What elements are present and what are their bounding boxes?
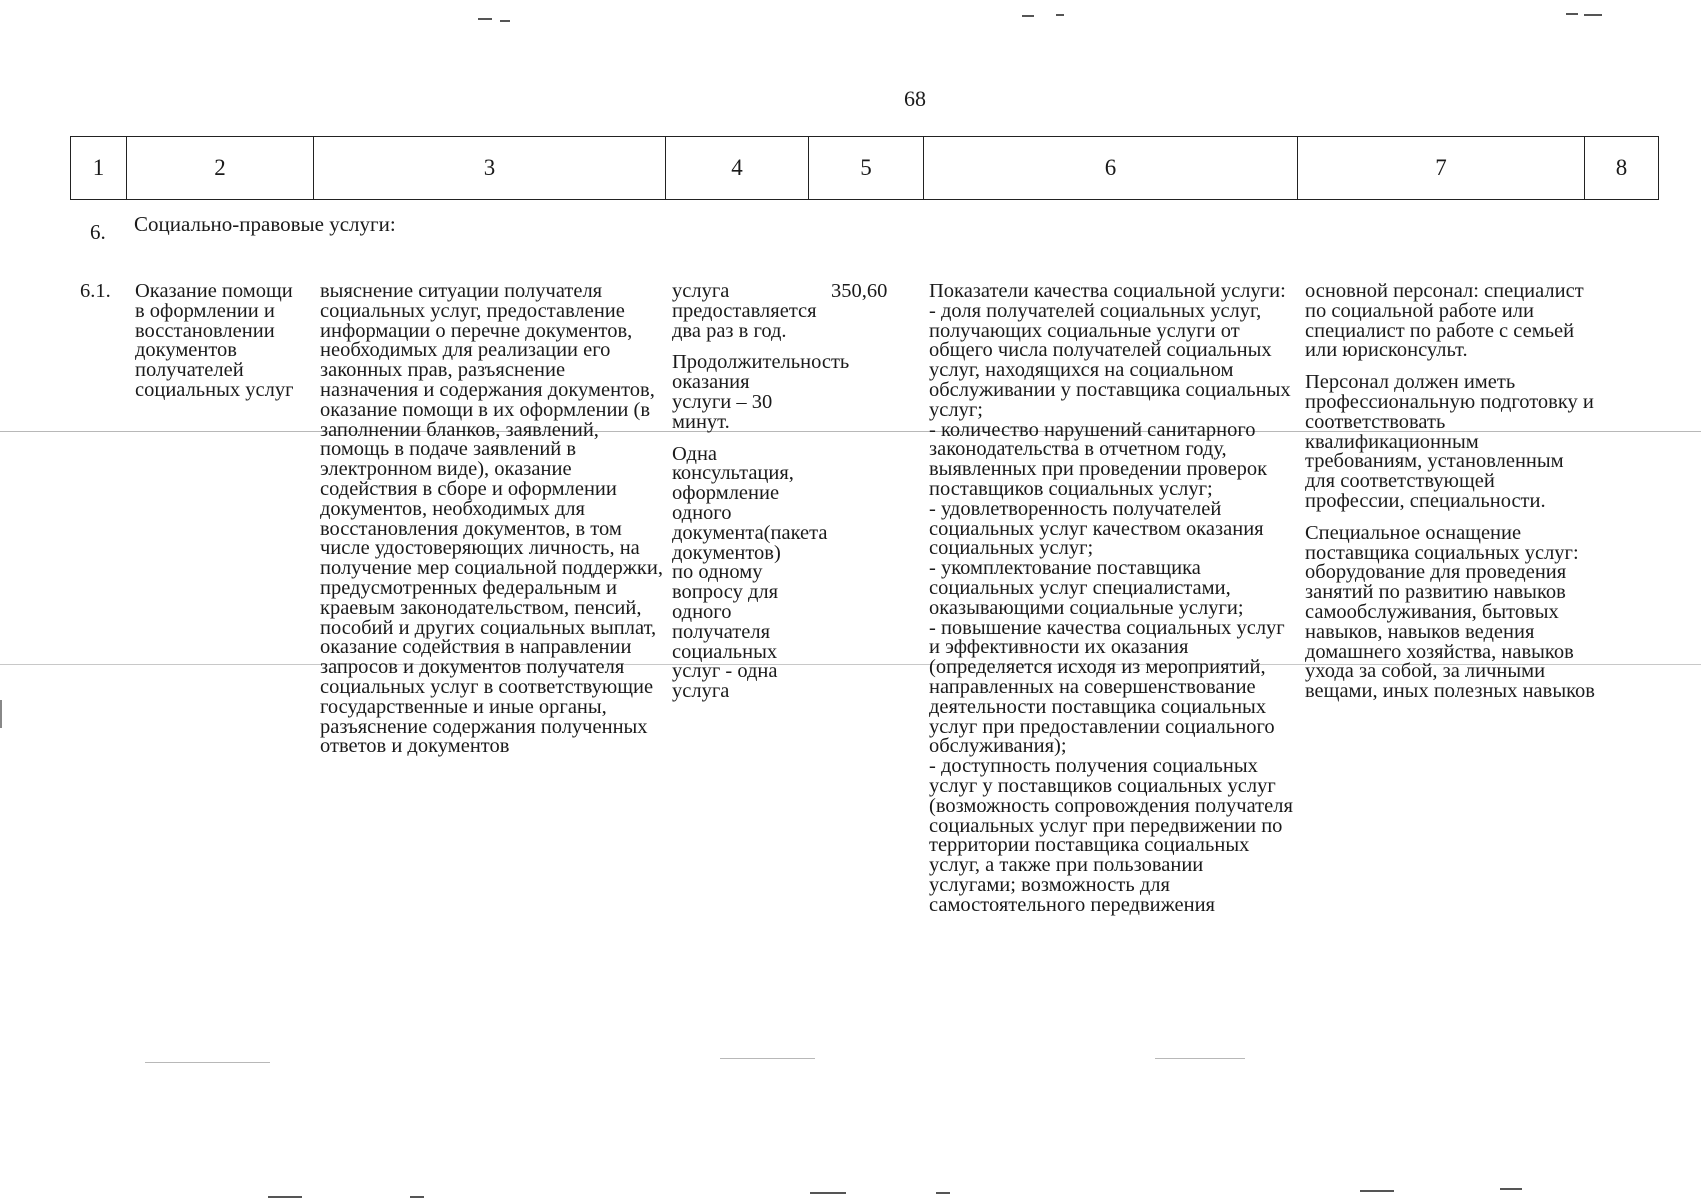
scan-mark	[478, 18, 492, 20]
column-header: 7	[1298, 137, 1585, 200]
scan-mark	[1360, 1190, 1394, 1192]
scan-line	[145, 1062, 270, 1063]
quality-indicators: Показатели качества социальной услуги: - доля получателей социальных услуг, получающих социальные услуги от общего числа получателей социальных услуг, находящихся на социальном обслуживании у поставщика социальных услуг; - количество нарушений санитарного законодательства в отчетном году, выявленных при проведении проверок поставщиков социальных услуг; - удовлетворенность получателей социальных услуг качеством оказания социальных услуг; - укомплектование поставщика социальных услуг специалистами, оказывающими социальные услуги; - повышение качества социальных услуг и эффективности их оказания (определяется исходя из мероприятий, направленных на совершенствование деятельности поставщика социальных услуг при предоставлении социального обслуживания); - доступность получения социальных услуг у поставщиков социальных услуг (возможность сопровождения получателя социальных услуг при передвижении по территории поставщика социальных услуг, а также при пользовании услугами; возможность для самостоятельного передвижения	[929, 280, 1293, 916]
column-header: 8	[1585, 137, 1659, 200]
conditions-paragraph: Персонал должен иметь профессиональную подготовку и соответствовать квалификационным требованиям, установленным для соответствующей профессии, специальности.	[1305, 371, 1594, 512]
column-header: 4	[666, 137, 809, 200]
frequency-paragraph: Одна консультация, оформление одного документа(пакета документов) по одному вопросу для одного получателя социальных услуг - одна услуга	[672, 442, 828, 703]
conditions-paragraph: Специальное оснащение поставщика социальных услуг: оборудование для проведения занятий по развитию навыков самообслуживания, бытовых навыков, навыков ведения домашнего хозяйства, навыков ухода за собой, за личными вещами, иных полезных навыков	[1305, 521, 1595, 703]
section-number: 6.	[90, 220, 106, 244]
conditions-paragraph: основной персонал: специалист по социальной работе или специалист по работе с семьей или юрисконсульт.	[1305, 280, 1584, 362]
column-header: 3	[314, 137, 666, 200]
section-title: Социально-правовые услуги:	[134, 212, 396, 236]
scan-line	[1155, 1058, 1245, 1059]
column-header-row	[70, 136, 1659, 200]
service-tariff: 350,60	[831, 280, 888, 302]
scan-mark	[1022, 15, 1034, 17]
scan-mark	[268, 1196, 302, 1198]
column-header: 2	[127, 137, 314, 200]
scan-mark	[1566, 13, 1578, 15]
frequency-paragraph: Продолжительность оказания услуги – 30 минут.	[672, 351, 850, 433]
frequency-paragraph: услуга предоставляется два раз в год.	[672, 280, 817, 342]
service-description: выяснение ситуации получателя социальных услуг, предоставление информации о перечне документов, необходимых для реализации его законных прав, разъяснение назначения и содержания документов, оказание помощи в их оформлении (в заполнении бланков, заявлений, помощь в подаче заявлений в электронном виде), оказание содействия в сборе и оформлении документов, необходимых для восстановления документов, в том числе удостоверяющих личность, на получение мер социальной поддержки, предусмотренных федеральным и краевым законодательством, пенсий, пособий и других социальных выплат, оказание содействия в направлении запросов и документов получателя социальных услуг в соответствующие государственные и иные органы, разъяснение содержания полученных ответов и документов	[320, 280, 663, 758]
service-name: Оказание помощи в оформлении и восстановлении документов получателей социальных услуг	[135, 280, 294, 401]
column-header: 5	[809, 137, 924, 200]
scan-mark	[1056, 14, 1064, 16]
scan-mark	[1584, 14, 1602, 16]
page-number: 68	[904, 86, 926, 111]
scan-line	[0, 700, 2, 728]
column-header: 6	[924, 137, 1298, 200]
service-frequency	[672, 280, 850, 714]
scan-mark	[810, 1192, 846, 1194]
scan-mark	[500, 20, 510, 22]
row-number: 6.1.	[80, 280, 111, 302]
provision-conditions	[1305, 282, 1595, 714]
scan-mark	[1500, 1188, 1522, 1190]
scan-mark	[410, 1196, 424, 1198]
column-header: 1	[71, 137, 127, 200]
scan-mark	[936, 1192, 950, 1194]
scan-line	[720, 1058, 815, 1059]
